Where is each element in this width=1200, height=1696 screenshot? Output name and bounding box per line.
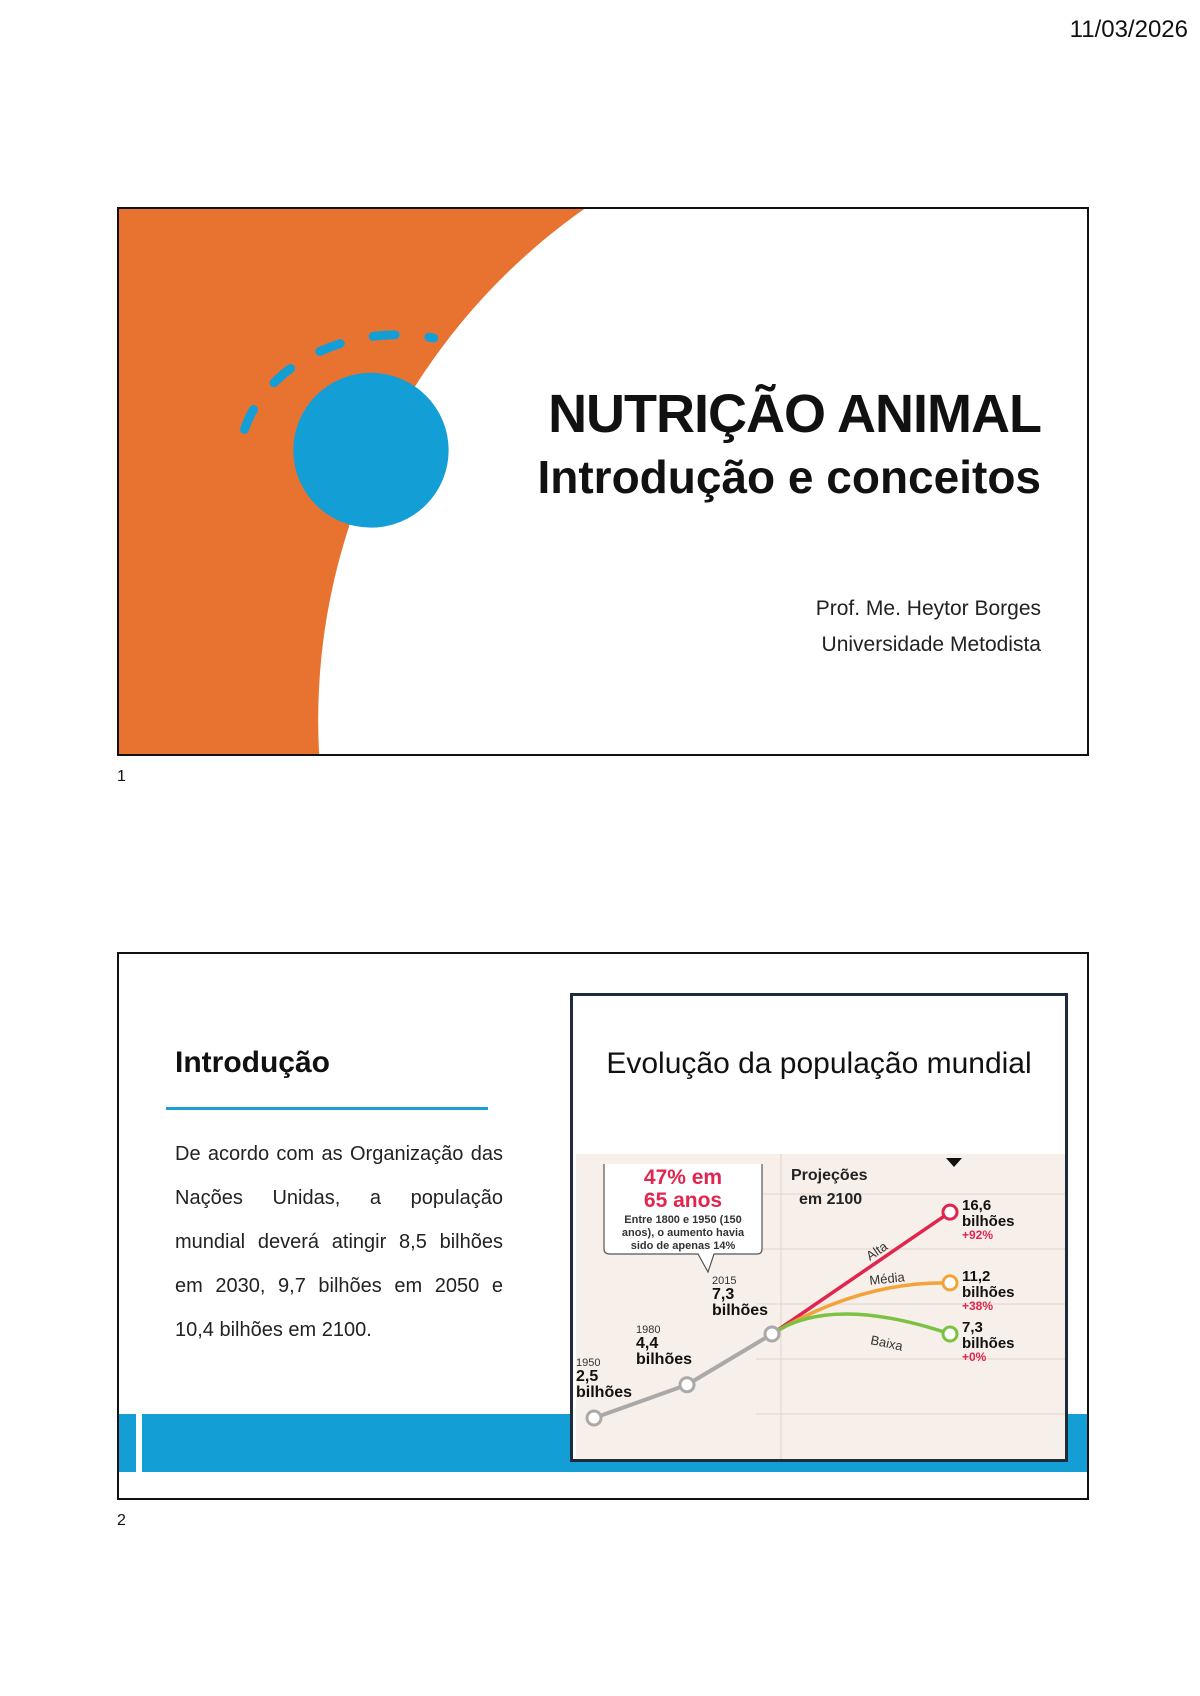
series-unit-2: bilhões xyxy=(962,1335,1015,1352)
slide-1-title xyxy=(537,381,1041,507)
series-unit-1: bilhões xyxy=(962,1283,1015,1301)
title-line-2: Introdução e conceitos xyxy=(537,451,1041,503)
historical-value-0: 2,5 xyxy=(576,1368,599,1385)
historical-value-2: 7,3 xyxy=(712,1286,735,1303)
historical-point-2 xyxy=(765,1327,779,1341)
slide-2-paragraph: De acordo com as Organização das Nações Unidas, a população mundial deverá atingir 8,5 bilhões em 2030, 9,7 bilhões em 2050 e 10,4 bilhões em 2100. xyxy=(175,1143,503,1341)
series-name-0: Alta xyxy=(863,1238,891,1264)
callout-text-1: Entre 1800 e 1950 (150 xyxy=(624,1214,742,1226)
page-number-2: 2 xyxy=(117,1512,126,1529)
historical-unit-0: bilhões xyxy=(576,1384,633,1401)
population-chart xyxy=(576,1154,1068,1460)
institution-name: Universidade Metodista xyxy=(821,633,1041,656)
series-name-1: Média xyxy=(868,1269,906,1288)
footer-band-stripe xyxy=(136,1414,142,1472)
population-infographic xyxy=(570,993,1068,1462)
callout-text-2: anos), o aumento havia xyxy=(621,1227,745,1239)
series-name-2: Baixa xyxy=(869,1332,905,1354)
heading-underline xyxy=(166,1107,488,1110)
blue-circle xyxy=(293,373,448,528)
author-name: Prof. Me. Heytor Borges xyxy=(815,597,1041,620)
slide-1-author-block xyxy=(816,591,1041,663)
series-change-2: +0% xyxy=(962,1350,987,1364)
page-number-1: 1 xyxy=(117,768,126,785)
series-endpoint-1 xyxy=(943,1276,957,1290)
series-endpoint-2 xyxy=(943,1327,957,1341)
historical-year-0: 1950 xyxy=(576,1357,601,1369)
series-endpoint-0 xyxy=(943,1205,957,1219)
projection-label-1: Projeções xyxy=(791,1167,868,1184)
slide-2 xyxy=(117,952,1089,1500)
series-change-1: +38% xyxy=(962,1298,994,1313)
historical-point-1 xyxy=(680,1378,694,1392)
slide-2-heading: Introdução xyxy=(175,1046,330,1079)
series-value-0: 16,6 xyxy=(962,1197,992,1215)
historical-point-0 xyxy=(587,1411,601,1425)
callout-headline-1: 47% em xyxy=(643,1166,723,1189)
series-change-0: +92% xyxy=(962,1228,994,1243)
historical-unit-2: bilhões xyxy=(712,1302,769,1319)
series-value-2: 7,3 xyxy=(962,1319,983,1336)
title-line-1: NUTRIÇÃO ANIMAL xyxy=(548,384,1041,444)
callout-text-3: sido de apenas 14% xyxy=(630,1240,736,1252)
historical-value-1: 4,4 xyxy=(636,1335,659,1352)
historical-unit-1: bilhões xyxy=(636,1351,693,1368)
series-unit-0: bilhões xyxy=(962,1213,1015,1231)
series-value-1: 11,2 xyxy=(962,1267,991,1285)
historical-year-2: 2015 xyxy=(712,1275,737,1287)
callout-headline-2: 65 anos xyxy=(643,1189,723,1212)
print-date: 11/03/2026 xyxy=(1069,16,1188,43)
projection-label-2: em 2100 xyxy=(799,1191,863,1208)
slide-1 xyxy=(117,207,1089,756)
infographic-title: Evolução da população mundial xyxy=(606,1047,1032,1080)
historical-year-1: 1980 xyxy=(636,1324,661,1336)
